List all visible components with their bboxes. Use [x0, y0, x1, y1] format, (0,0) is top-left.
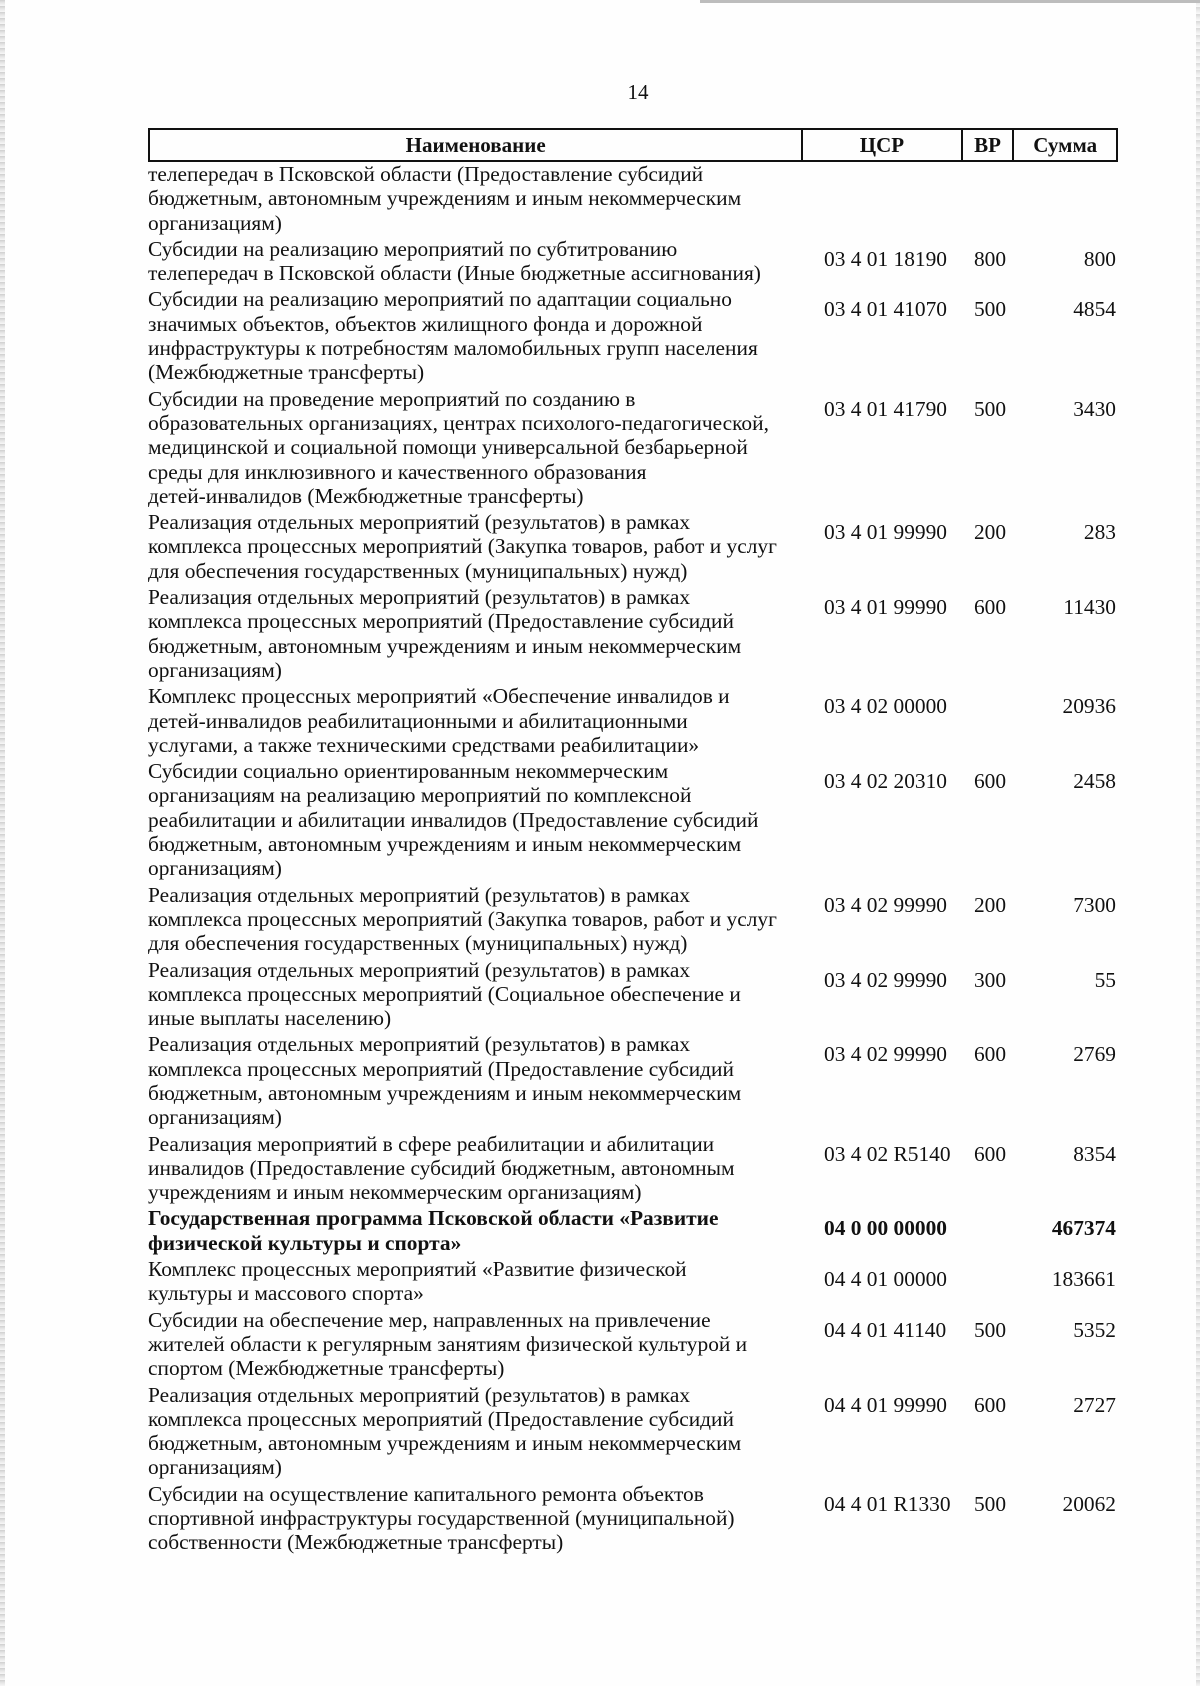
- row-name: Реализация отдельных мероприятий (результатов) в рамках комплекса процессных мероприятий (Закупка товаров, работ и услуг для обеспечения государственных (муниципальных) нужд): [148, 882, 777, 956]
- row-csr: [804, 162, 964, 235]
- table-row: [148, 958, 1118, 1031]
- row-vr: [964, 1257, 1016, 1306]
- row-sum: 55: [1094, 967, 1116, 992]
- table-row: [148, 759, 1118, 880]
- table-row: [148, 1383, 1118, 1480]
- row-csr: 03 4 01 99990: [824, 520, 947, 545]
- row-vr: 600: [973, 1392, 1007, 1417]
- table-row: [148, 237, 1118, 286]
- row-name: Реализация отдельных мероприятий (результатов) в рамках комплекса процессных мероприятий (Предоставление субсидий бюджетным, автономным учреждениям и иным некоммерческим организациям): [148, 1032, 742, 1130]
- table-row: [148, 287, 1118, 384]
- table-header: [148, 128, 1118, 162]
- table-row: [148, 585, 1118, 682]
- row-vr: [964, 162, 1016, 235]
- row-name: Государственная программа Псковской области «Развитие физической культуры и спорта»: [148, 1206, 719, 1255]
- row-name: Субсидии на обеспечение мер, направленных на привлечение жителей области к регулярным занятиям физической культурой и спортом (Межбюджетные трансферты): [148, 1307, 748, 1381]
- row-sum: 2769: [1073, 1042, 1116, 1067]
- row-vr: 200: [973, 892, 1007, 917]
- row-vr: 500: [973, 396, 1007, 421]
- row-sum: 5352: [1073, 1317, 1116, 1342]
- table-row: [148, 1206, 1118, 1255]
- row-name: телепередач в Псковской области (Предоставление субсидий бюджетным, автономным учреждениям и иным некоммерческим организациям): [148, 162, 742, 235]
- row-csr: 03 4 02 R5140: [824, 1141, 951, 1166]
- row-csr: 04 4 01 41140: [824, 1317, 947, 1342]
- row-csr: 03 4 01 41790: [824, 396, 947, 421]
- row-vr: 600: [973, 1141, 1007, 1166]
- scan-top-line: [700, 0, 1200, 3]
- row-csr: 04 0 00 00000: [824, 1216, 947, 1241]
- table-row: [148, 883, 1118, 956]
- table-row: [148, 684, 1118, 757]
- row-csr: 03 4 01 41070: [824, 297, 947, 322]
- row-vr: 500: [973, 1317, 1007, 1342]
- row-name: Субсидии на реализацию мероприятий по адаптации социально значимых объектов, объектов жилищного фонда и дорожной инфраструктуры к потребностям маломобильных групп населения (Межбюджетные трансферты): [148, 287, 758, 385]
- row-csr: 03 4 01 99990: [824, 595, 947, 620]
- row-sum: [1016, 162, 1118, 235]
- table-row: [148, 1257, 1118, 1306]
- row-name: Реализация отдельных мероприятий (результатов) в рамках комплекса процессных мероприятий (Предоставление субсидий бюджетным, автономным учреждениям и иным некоммерческим организациям): [148, 1382, 742, 1480]
- table-row: [148, 1032, 1118, 1129]
- row-sum: 2458: [1073, 769, 1116, 794]
- row-sum: 20936: [1062, 694, 1116, 719]
- row-sum: 4854: [1073, 297, 1116, 322]
- row-csr: 04 4 01 99990: [824, 1392, 947, 1417]
- row-sum: 467374: [1051, 1216, 1116, 1241]
- table-row: [148, 1132, 1118, 1205]
- row-vr: 500: [973, 297, 1007, 322]
- header-name: Наименование: [150, 130, 803, 160]
- header-sum: Сумма: [1033, 132, 1098, 157]
- row-sum: 11430: [1063, 595, 1116, 620]
- page-number: 14: [627, 80, 649, 104]
- row-sum: 183661: [1051, 1267, 1116, 1292]
- row-vr: 500: [973, 1491, 1007, 1516]
- row-vr: [964, 1206, 1016, 1255]
- row-csr: 03 4 01 18190: [824, 246, 947, 271]
- row-sum: 800: [1083, 246, 1116, 271]
- row-name: Комплекс процессных мероприятий «Развитие физической культуры и массового спорта»: [148, 1257, 687, 1306]
- row-name: Реализация мероприятий в сфере реабилитации и абилитации инвалидов (Предоставление субсидий бюджетным, автономным учреждениям и иным некоммерческим организациям): [148, 1131, 735, 1205]
- table-row: [148, 1482, 1118, 1555]
- row-sum: 2727: [1073, 1392, 1116, 1417]
- row-sum: 283: [1083, 520, 1116, 545]
- header-vr: ВР: [963, 130, 1015, 160]
- row-sum: 7300: [1073, 892, 1116, 917]
- row-csr: 03 4 02 00000: [824, 694, 947, 719]
- row-vr: 300: [973, 967, 1007, 992]
- row-sum: 8354: [1073, 1141, 1116, 1166]
- budget-table: [148, 128, 1118, 1555]
- row-vr: 600: [973, 595, 1007, 620]
- table-row: [148, 162, 1118, 235]
- row-sum: 20062: [1062, 1491, 1116, 1516]
- row-name: Реализация отдельных мероприятий (результатов) в рамках комплекса процессных мероприятий (Предоставление субсидий бюджетным, автономным учреждениям и иным некоммерческим организациям): [148, 585, 742, 682]
- row-vr: 800: [973, 246, 1007, 271]
- row-name: Субсидии социально ориентированным некоммерческим организациям на реализацию мероприятий по комплексной реабилитации и абилитации инвалидов (Предоставление субсидий бюджетным, автономным учреждениям и иным некоммерческим организациям): [148, 759, 759, 881]
- row-name: Комплекс процессных мероприятий «Обеспечение инвалидов и детей-инвалидов реабилитационными и абилитационными услугами, а также техническими средствами реабилитации»: [148, 684, 730, 757]
- row-vr: 600: [973, 769, 1007, 794]
- row-csr: 04 4 01 00000: [824, 1267, 947, 1292]
- table-row: [148, 1308, 1118, 1381]
- row-vr: 600: [973, 1042, 1007, 1067]
- row-csr: 03 4 02 99990: [824, 1042, 947, 1067]
- table-row: [148, 387, 1118, 508]
- row-name: Реализация отдельных мероприятий (результатов) в рамках комплекса процессных мероприятий (Закупка товаров, работ и услуг для обеспечения государственных (муниципальных) нужд): [148, 510, 777, 583]
- row-name: Субсидии на реализацию мероприятий по субтитрованию телепередач в Псковской области (Иные бюджетные ассигнования): [148, 236, 761, 286]
- row-vr: 200: [973, 520, 1007, 545]
- scan-edge-left: [0, 0, 5, 1686]
- row-name: Реализация отдельных мероприятий (результатов) в рамках комплекса процессных мероприятий (Социальное обеспечение и иные выплаты населению): [148, 957, 741, 1031]
- row-csr: 03 4 02 20310: [824, 769, 947, 794]
- row-name: Субсидии на осуществление капитального ремонта объектов спортивной инфраструктуры государственной (муниципальной) собственности (Межбюджетные трансферты): [148, 1481, 735, 1555]
- row-sum: 3430: [1073, 396, 1116, 421]
- row-csr: 04 4 01 R1330: [824, 1491, 951, 1516]
- row-vr: [964, 684, 1016, 757]
- scan-edge-right: [1196, 0, 1200, 1686]
- table-row: [148, 510, 1118, 583]
- row-csr: 03 4 02 99990: [824, 967, 947, 992]
- table-body: [148, 162, 1118, 1555]
- row-csr: 03 4 02 99990: [824, 892, 947, 917]
- row-name: Субсидии на проведение мероприятий по созданию в образовательных организациях, центрах психолого-педагогической, медицинской и социальной помощи универсальной безбарьерной среды для инклюзивного и качественного образования детей-инвалидов (Межбюджетные трансферты): [148, 386, 769, 508]
- header-csr: ЦСР: [803, 130, 962, 160]
